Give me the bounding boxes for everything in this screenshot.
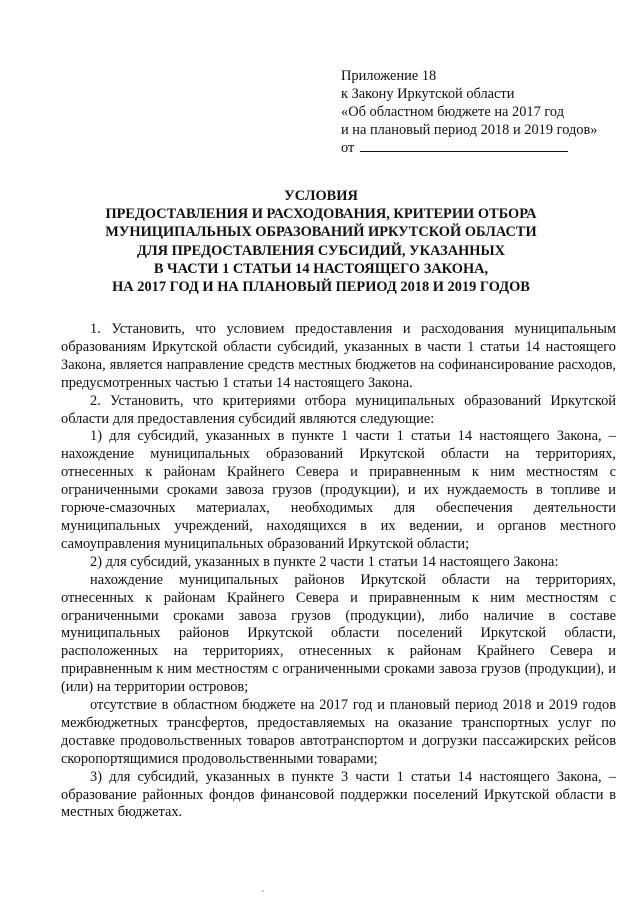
paragraph-2-item-3: 3) для субсидий, указанных в пункте 3 части 1 статьи 14 настоящего Закона, – образование районных фондов финансовой поддержки поселений Иркутской области в местных бюджетах. bbox=[61, 768, 616, 821]
paragraph-2: 2. Установить, что критериями отбора муниципальных образований Иркутской области для предоставления субсидий являются следующие: bbox=[61, 392, 616, 427]
date-line bbox=[341, 139, 631, 157]
title-line-4: ДЛЯ ПРЕДОСТАВЛЕНИЯ СУБСИДИЙ, УКАЗАННЫХ bbox=[136, 242, 506, 259]
document-title bbox=[60, 187, 582, 296]
date-blank-line bbox=[360, 139, 568, 152]
paragraph-2-item-2-criterion-a: нахождение муниципальных районов Иркутской области на территориях, отнесенных к районам Крайнего Севера и приравненным к ним местностям с ограниченными сроками завоза грузов (продукции), либо наличие в составе муниципальных районов Иркутской области поселений Иркутской области, расположенных на территориях, отнесенных к районам Крайнего Севера и приравненным к ним местностям с ограниченными сроками завоза грузов (продукции), и (или) на территории островов; bbox=[61, 571, 616, 696]
paragraph-2-item-2-criterion-b: отсутствие в областном бюджете на 2017 год и плановый период 2018 и 2019 годов межбюджетных трансфертов, предоставляемых на оказание транспортных услуг по доставке продовольственных товаров автотранспортом и догрузки пассажирских рейсов скоропортящимися продовольственными товарами; bbox=[61, 697, 616, 767]
title-line-6: НА 2017 ГОД И НА ПЛАНОВЫЙ ПЕРИОД 2018 И 2019 ГОДОВ bbox=[112, 279, 530, 296]
title-line-3: МУНИЦИПАЛЬНЫХ ОБРАЗОВАНИЙ ИРКУТСКОЙ ОБЛАСТИ bbox=[105, 224, 537, 241]
paragraph-2-item-1: 1) для субсидий, указанных в пункте 1 части 1 статьи 14 настоящего Закона, – нахождение муниципальных образований Иркутской области на территориях, отнесенных к районам Крайнего Севера и приравненным к ним местностям с ограниченными сроками завоза грузов (продукции), и их нуждаемость в топливе и горюче-смазочных материалах, необходимых для обеспечения деятельности муниципальных учреждений, находящихся в их ведении, и органов местного самоуправления муниципальных образований Иркутской области; bbox=[61, 428, 616, 552]
title-line-2: ПРЕДОСТАВЛЕНИЯ И РАСХОДОВАНИЯ, КРИТЕРИИ ОТБОРА bbox=[105, 206, 537, 223]
law-title-line-1: «Об областном бюджете на 2017 год bbox=[341, 104, 565, 120]
title-line-5: В ЧАСТИ 1 СТАТЬИ 14 НАСТОЯЩЕГО ЗАКОНА, bbox=[153, 260, 489, 277]
title-line-1: УСЛОВИЯ bbox=[284, 188, 358, 204]
appendix-number: Приложение 18 bbox=[341, 68, 437, 84]
paragraph-2-item-2: 2) для субсидий, указанных в пункте 2 части 1 статьи 14 настоящего Закона: bbox=[90, 553, 559, 570]
paragraph-1: 1. Установить, что условием предоставления и расходования муниципальным образованиям Иркутской области субсидий, указанных в части 1 статьи 14 настоящего Закона, является направление средств местных бюджетов на софинансирование расходов, предусмотренных частью 1 статьи 14 настоящего Закона. bbox=[61, 321, 616, 391]
date-prefix: от bbox=[341, 140, 355, 156]
law-title-line-2: и на плановый период 2018 и 2019 годов» bbox=[341, 122, 598, 138]
document-body bbox=[61, 321, 616, 822]
law-reference: к Закону Иркутской области bbox=[341, 86, 515, 102]
scan-artifact bbox=[262, 890, 264, 892]
appendix-header bbox=[341, 67, 631, 157]
